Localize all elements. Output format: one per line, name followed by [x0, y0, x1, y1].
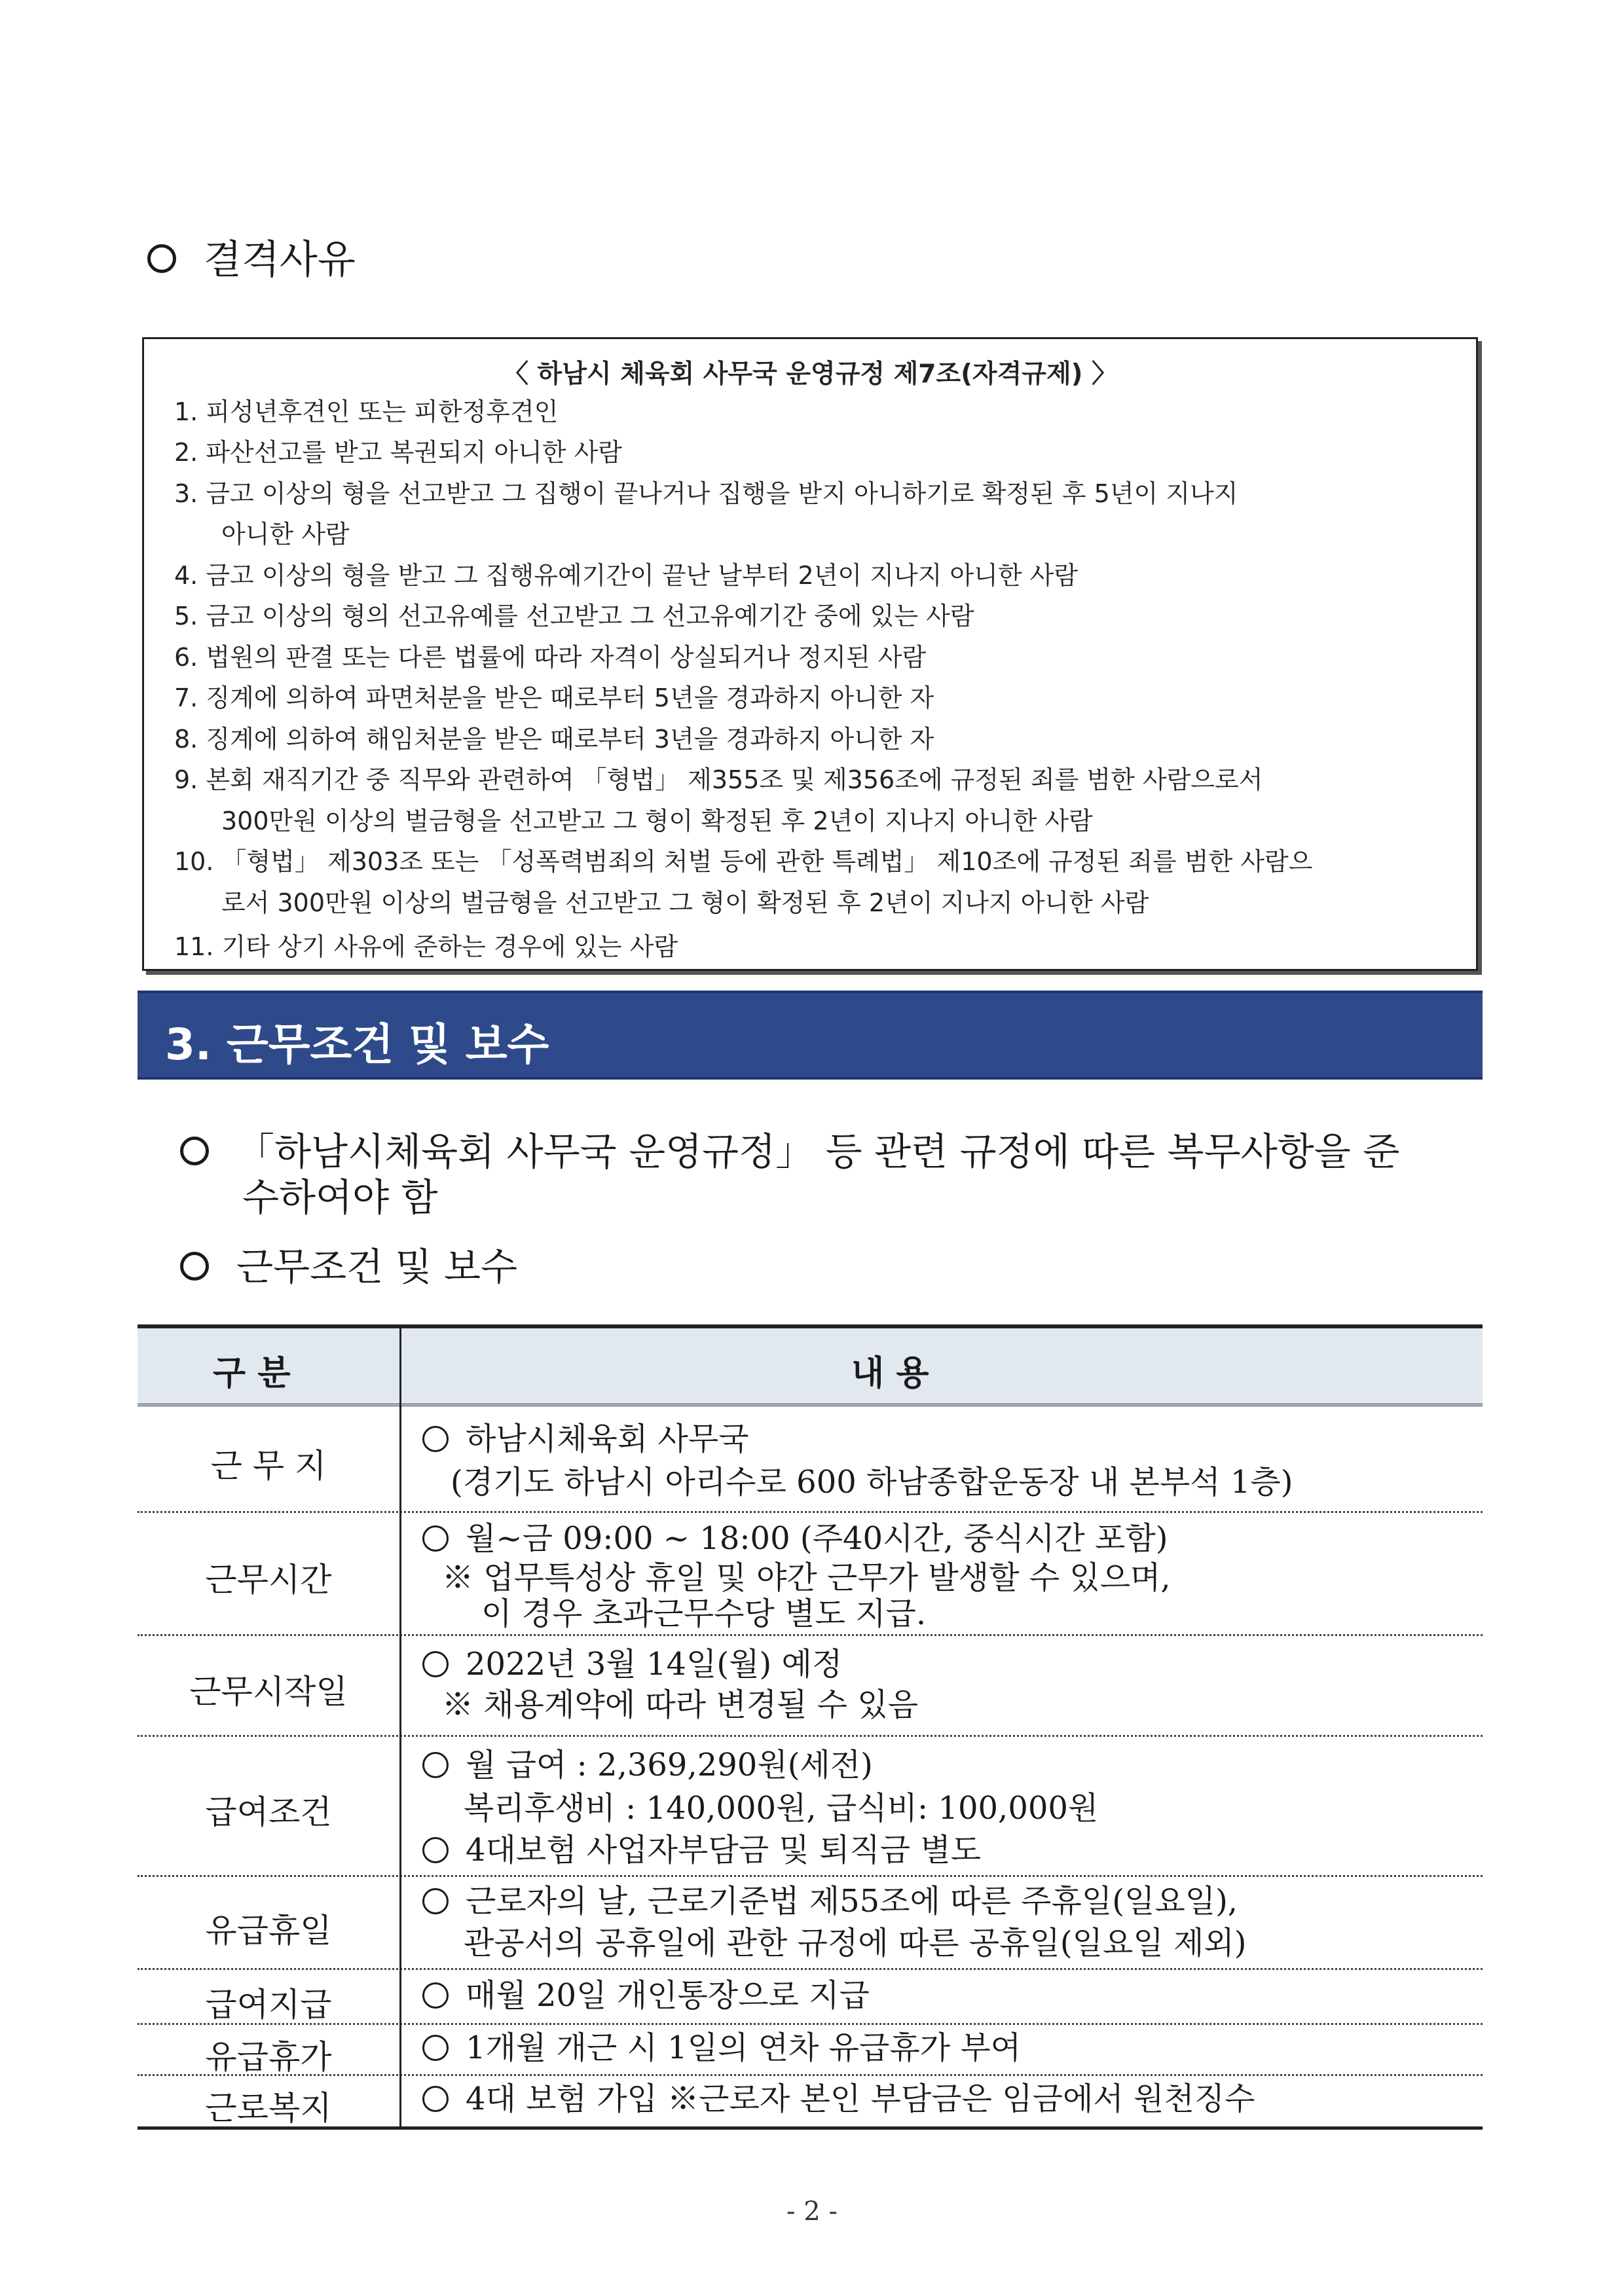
conditions-heading: 근무조건 및 보수: [180, 1248, 517, 1286]
row-label: 유급휴가: [205, 2038, 332, 2076]
table-header-category: 구 분: [213, 1354, 291, 1393]
circle-bullet-icon: [422, 2035, 449, 2061]
disqualification-heading: 결격사유: [147, 240, 356, 280]
table-row: [138, 2074, 1483, 2130]
section-title: 3. 근무조건 및 보수: [165, 1019, 549, 1070]
row-line: 4대 보험 가입 ※근로자 본인 부담금은 임금에서 원천징수: [422, 2083, 1255, 2115]
regulation-item-continuation: 로서 300만원 이상의 벌금형을 선고받고 그 형이 확정된 후 2년이 지나지 아니한 사람: [221, 888, 1149, 917]
regulation-item: 2. 파산선고를 받고 복권되지 아니한 사람: [174, 438, 622, 467]
regulation-item: 1. 피성년후견인 또는 피한정후견인: [174, 397, 559, 426]
regulation-title: 〈 하남시 체육회 사무국 운영규정 제7조(자격규제) 〉: [502, 359, 1118, 389]
table-row: [138, 1875, 1483, 1970]
row-line: 4대보험 사업자부담금 및 퇴직금 별도: [422, 1834, 981, 1866]
rules-paragraph-continuation: 수하여야 함: [242, 1175, 438, 1220]
regulation-box: [142, 337, 1478, 971]
circle-bullet-icon: [422, 2086, 449, 2112]
row-label: 근무시작일: [189, 1673, 348, 1711]
row-label: 근 무 지: [210, 1447, 327, 1485]
table-header: [138, 1324, 1483, 1406]
circle-bullet-icon: [422, 1837, 449, 1863]
circle-bullet-icon: [422, 1982, 449, 2009]
row-line: 1개월 개근 시 1일의 연차 유급휴가 부여: [422, 2032, 1021, 2064]
row-line: 하남시체육회 사무국: [422, 1423, 749, 1455]
circle-bullet-icon: [422, 1525, 449, 1552]
table-column-divider: [399, 1324, 401, 2130]
row-line: 관공서의 공휴일에 관한 규정에 따른 공휴일(일요일 제외): [464, 1925, 1247, 1961]
row-line: 근로자의 날, 근로기준법 제55조에 따른 주휴일(일요일),: [422, 1886, 1238, 1917]
row-label: 급여지급: [205, 1986, 332, 2024]
regulation-item-continuation: 아니한 사람: [221, 520, 350, 549]
row-label: 유급휴일: [205, 1912, 332, 1950]
table-row: [138, 1404, 1483, 1513]
circle-bullet-icon: [180, 1252, 209, 1281]
row-line: 복리후생비 : 140,000원, 급식비: 100,000원: [464, 1790, 1099, 1827]
row-label: 급여조건: [205, 1793, 332, 1831]
regulation-item: 8. 징계에 의하여 해임처분을 받은 때로부터 3년을 경과하지 아니한 자: [174, 725, 934, 754]
circle-bullet-icon: [422, 1426, 449, 1452]
table-row: [138, 1511, 1483, 1636]
row-line: 2022년 3월 14일(월) 예정: [422, 1649, 842, 1680]
table-row: [138, 1634, 1483, 1737]
rules-paragraph: 「하남시체육회 사무국 운영규정」 등 관련 규정에 따른 복무사항을 준: [180, 1133, 1399, 1171]
regulation-item: 5. 금고 이상의 형의 선고유예를 선고받고 그 선고유예기간 중에 있는 사람: [174, 602, 974, 630]
table-header-content: 내 용: [851, 1354, 929, 1393]
table-row: [138, 2023, 1483, 2076]
regulation-item: 11. 기타 상기 사유에 준하는 경우에 있는 사람: [174, 932, 678, 961]
row-line: 이 경우 초과근무수당 별도 지급.: [481, 1595, 927, 1632]
circle-bullet-icon: [180, 1137, 209, 1165]
circle-bullet-icon: [422, 1752, 449, 1778]
row-line: (경기도 하남시 아리수로 600 하남종합운동장 내 본부석 1층): [451, 1464, 1293, 1501]
table-row: [138, 1735, 1483, 1877]
regulation-item: 9. 본회 재직기간 중 직무와 관련하여 「형법」 제355조 및 제356조에 규정된 죄를 범한 사람으로서: [174, 765, 1263, 794]
regulation-item-continuation: 300만원 이상의 벌금형을 선고받고 그 형이 확정된 후 2년이 지나지 아니한 사람: [221, 807, 1093, 835]
page-number: - 2 -: [786, 2196, 838, 2227]
circle-bullet-icon: [422, 1651, 449, 1677]
table-row: [138, 1968, 1483, 2025]
row-line: 월 급여 : 2,369,290원(세전): [422, 1749, 873, 1781]
section-title-bar: [138, 991, 1483, 1080]
row-line: ※ 업무특성상 휴일 및 야간 근무가 발생할 수 있으며,: [442, 1559, 1171, 1596]
row-label: 근로복지: [205, 2089, 332, 2127]
row-line: 월~금 09:00 ~ 18:00 (주40시간, 중식시간 포함): [422, 1523, 1168, 1554]
regulation-item: 10. 「형법」 제303조 또는 「성폭력범죄의 처벌 등에 관한 특례법」 제10조에 규정된 죄를 범한 사람으: [174, 847, 1313, 876]
circle-bullet-icon: [422, 1888, 449, 1914]
regulation-item: 6. 법원의 판결 또는 다른 법률에 따라 자격이 상실되거나 정지된 사람: [174, 643, 927, 672]
regulation-item: 4. 금고 이상의 형을 받고 그 집행유예기간이 끝난 날부터 2년이 지나지 아니한 사람: [174, 561, 1079, 590]
regulation-item: 3. 금고 이상의 형을 선고받고 그 집행이 끝나거나 집행을 받지 아니하기로 확정된 후 5년이 지나지: [174, 479, 1238, 508]
row-label: 근무시간: [205, 1561, 332, 1599]
row-line: ※ 채용계약에 따라 변경될 수 있음: [442, 1686, 919, 1723]
circle-bullet-icon: [147, 244, 176, 273]
regulation-item: 7. 징계에 의하여 파면처분을 받은 때로부터 5년을 경과하지 아니한 자: [174, 683, 934, 712]
row-line: 매월 20일 개인통장으로 지급: [422, 1980, 870, 2011]
